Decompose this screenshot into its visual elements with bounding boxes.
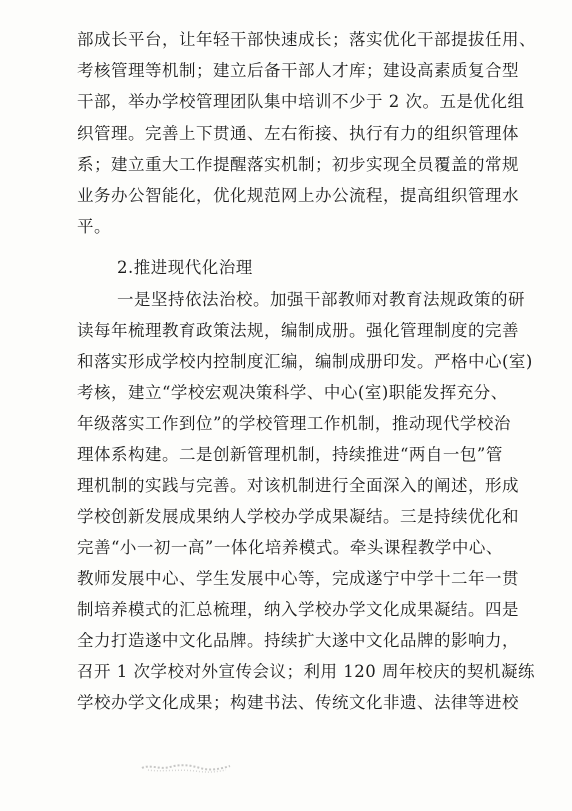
text-line: 学校办学文化成果；构建书法、传统文化非遗、法律等进校 (77, 693, 519, 712)
text-line: 理体系构建。二是创新管理机制，持续推进“两自一包”管 (77, 445, 503, 464)
text-line: 系；建立重大工作提醒落实机制；初步实现全员覆盖的常规 (77, 155, 519, 174)
text-line: 完善“小一初一高”一体化培养模式。牵头课程教学中心、 (77, 538, 503, 557)
text-line: 和落实形成学校内控制度汇编，编制成册印发。严格中心(室) (77, 352, 533, 371)
text-line: 干部，举办学校管理团队集中培训不少于 2 次。五是优化组 (77, 92, 525, 111)
text-line: 织管理。完善上下贯通、左右衔接、执行有力的组织管理体 (77, 124, 519, 143)
text-line: 召开 1 次学校对外宣传会议；利用 120 周年校庆的契机凝练 (77, 662, 535, 681)
text-line: 年级落实工作到位”的学校管理工作机制，推动现代学校治 (77, 414, 511, 433)
section-heading: 2.推进现代化治理 (117, 258, 253, 277)
text-line: 一是坚持依法治校。加强干部教师对教育法规政策的研 (117, 290, 525, 309)
text-line: 制培养模式的汇总梳理，纳入学校办学文化成果凝结。四是 (77, 600, 519, 619)
text-line: 读每年梳理教育政策法规，编制成册。强化管理制度的完善 (77, 321, 519, 340)
text-line: 部成长平台，让年轻干部快速成长；落实优化干部提拔任用、 (77, 30, 536, 49)
text-line: 考核，建立“学校宏观决策科学、中心(室)职能发挥充分、 (77, 383, 508, 402)
text-line: 学校创新发展成果纳人学校办学成果凝结。三是持续优化和 (77, 507, 519, 526)
text-line: 考核管理等机制；建立后备干部人才库；建设高素质复合型 (77, 61, 519, 80)
text-line: 教师发展中心、学生发展中心等，完成遂宁中学十二年一贯 (77, 569, 519, 588)
text-line: 全力打造遂中文化品牌。持续扩大遂中文化品牌的影响力， (77, 631, 519, 650)
text-line: 理机制的实践与完善。对该机制进行全面深入的阐述，形成 (77, 476, 519, 495)
text-line: 业务办公智能化，优化规范网上办公流程，提高组织管理水 (77, 186, 519, 205)
text-line: 平。 (77, 217, 111, 236)
scan-smudge (140, 760, 232, 774)
